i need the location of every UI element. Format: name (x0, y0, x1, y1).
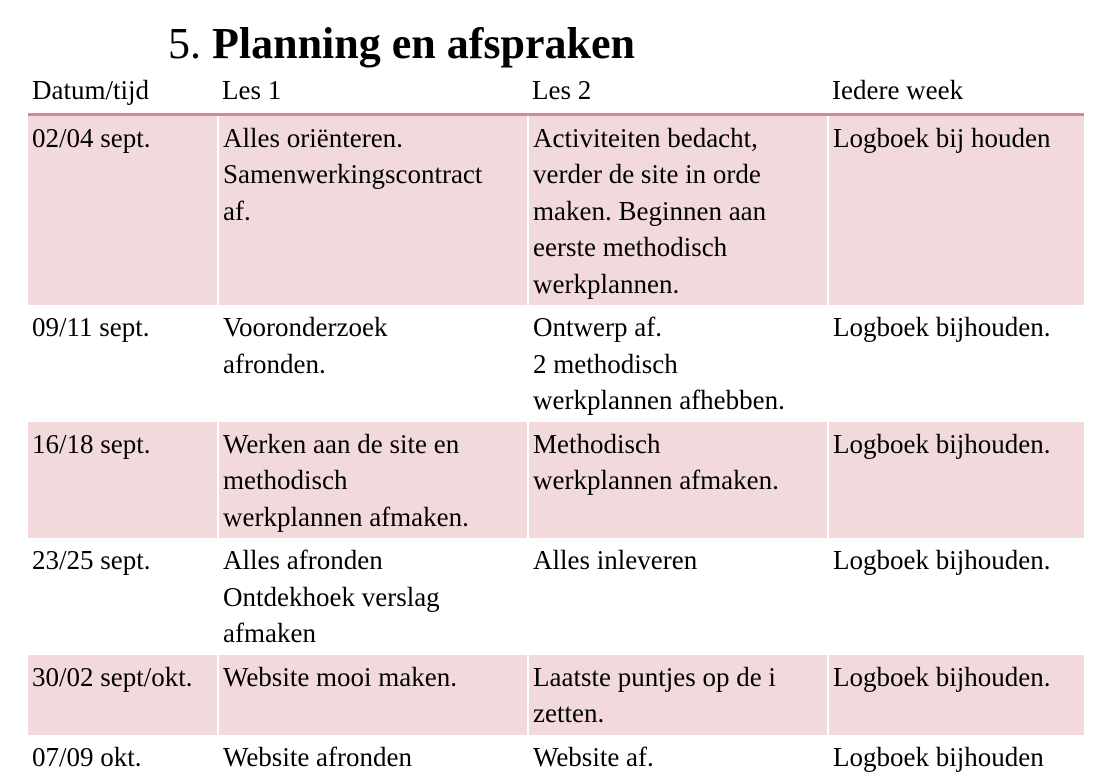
cell-lesson-2: Methodisch werkplannen afmaken. (528, 422, 828, 539)
page-title (168, 14, 635, 74)
table-header-row (28, 72, 1084, 114)
cell-weekly: Logboek bijhouden. (828, 538, 1084, 655)
header-lesson-2: Les 2 (528, 72, 828, 114)
cell-date: 30/02 sept/okt. (28, 655, 218, 735)
section-title: Planning en afspraken (212, 19, 635, 68)
planning-table (28, 72, 1084, 774)
table-row (28, 422, 1084, 539)
cell-lesson-1: Website afronden (218, 735, 528, 774)
cell-lesson-2: Ontwerp af. 2 methodisch werkplannen afhebben. (528, 305, 828, 422)
header-lesson-1: Les 1 (218, 72, 528, 114)
cell-lesson-1: Werken aan de site en methodisch werkplannen afmaken. (218, 422, 528, 539)
cell-weekly: Logboek bijhouden. (828, 422, 1084, 539)
header-weekly: Iedere week (828, 72, 1084, 114)
cell-lesson-2: Activiteiten bedacht, verder de site in orde maken. Beginnen aan eerste methodisch werkplannen. (528, 114, 828, 305)
cell-lesson-2: Website af. (528, 735, 828, 774)
cell-lesson-2: Alles inleveren (528, 538, 828, 655)
cell-weekly: Logboek bijhouden. (828, 305, 1084, 422)
cell-lesson-1: Alles afronden Ontdekhoek verslag afmaken (218, 538, 528, 655)
table-row (28, 735, 1084, 774)
cell-weekly: Logboek bijhouden. (828, 655, 1084, 735)
table-row (28, 538, 1084, 655)
cell-date: 02/04 sept. (28, 114, 218, 305)
cell-weekly: Logboek bij houden (828, 114, 1084, 305)
cell-date: 23/25 sept. (28, 538, 218, 655)
cell-lesson-1: Alles oriënteren. Samenwerkingscontract af. (218, 114, 528, 305)
header-date: Datum/tijd (28, 72, 218, 114)
cell-weekly: Logboek bijhouden (828, 735, 1084, 774)
cell-date: 07/09 okt. (28, 735, 218, 774)
cell-lesson-2: Laatste puntjes op de i zetten. (528, 655, 828, 735)
section-number: 5. (168, 19, 201, 68)
table-row (28, 655, 1084, 735)
cell-lesson-1: Vooronderzoek afronden. (218, 305, 528, 422)
cell-lesson-1: Website mooi maken. (218, 655, 528, 735)
cell-date: 16/18 sept. (28, 422, 218, 539)
table-row (28, 305, 1084, 422)
table-row (28, 114, 1084, 305)
cell-date: 09/11 sept. (28, 305, 218, 422)
